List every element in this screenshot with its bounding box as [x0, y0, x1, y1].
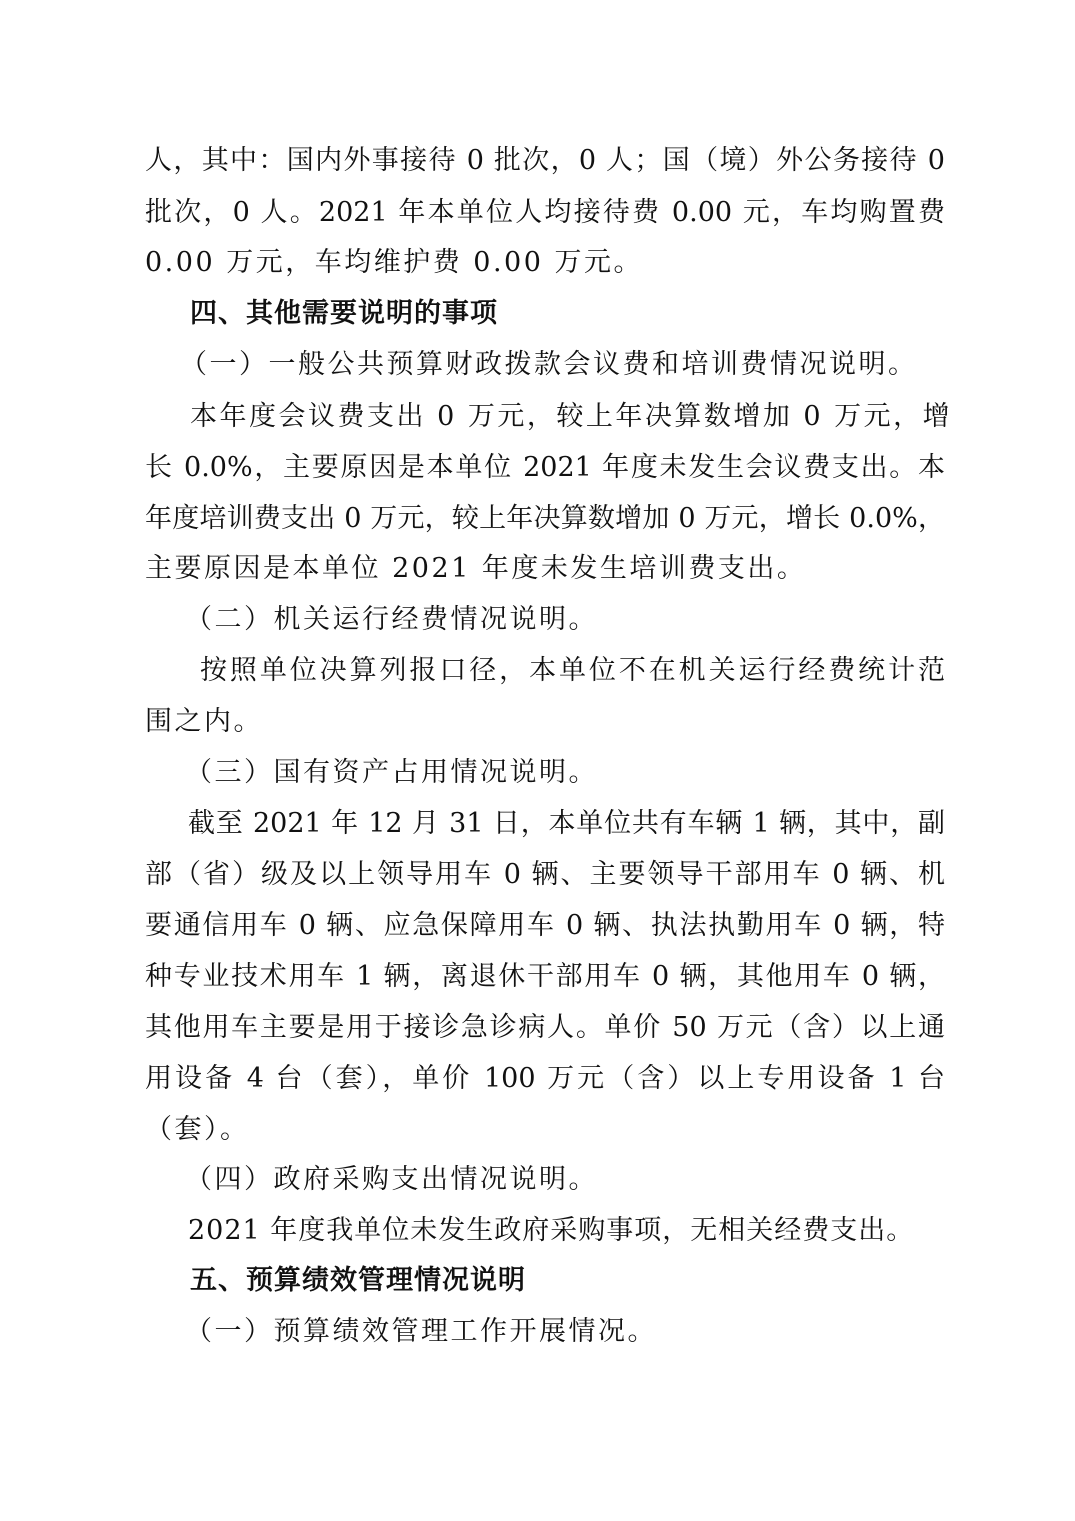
paragraph-line: 用设备 4 台（套），单价 100 万元（含）以上专用设备 1 台: [145, 1063, 945, 1094]
section-heading-5: 五、预算绩效管理情况说明: [190, 1265, 526, 1296]
paragraph-line: 种专业技术用车 1 辆，离退休干部用车 0 辆，其他用车 0 辆，: [145, 961, 945, 992]
paragraph-line: 2021 年度我单位未发生政府采购事项，无相关经费支出。: [188, 1215, 915, 1246]
paragraph-line: 本年度会议费支出 0 万元，较上年决算数增加 0 万元，增: [190, 401, 953, 432]
subsection-heading: （一）预算绩效管理工作开展情况。: [185, 1316, 657, 1347]
subsection-heading: （二）机关运行经费情况说明。: [185, 604, 598, 635]
paragraph-line: 0.00 万元，车均维护费 0.00 万元。: [145, 247, 643, 278]
paragraph-line: 要通信用车 0 辆、应急保障用车 0 辆、执法执勤用车 0 辆，特: [145, 910, 945, 941]
paragraph-line: 其他用车主要是用于接诊急诊病人。单价 50 万元（含）以上通: [145, 1012, 945, 1043]
paragraph-line: 长 0.0%，主要原因是本单位 2021 年度未发生会议费支出。本: [145, 452, 945, 483]
paragraph-line: 部（省）级及以上领导用车 0 辆、主要领导干部用车 0 辆、机: [145, 859, 945, 890]
paragraph-line: 围之内。: [145, 706, 263, 737]
paragraph-line: 人，其中：国内外事接待 0 批次，0 人；国（境）外公务接待 0: [145, 145, 945, 176]
paragraph-line: （套）。: [145, 1114, 250, 1145]
section-heading-4: 四、其他需要说明的事项: [190, 298, 498, 329]
subsection-heading: （三）国有资产占用情况说明。: [185, 757, 598, 788]
paragraph-line: 主要原因是本单位 2021 年度未发生培训费支出。: [145, 553, 807, 584]
paragraph-line: 批次，0 人。2021 年本单位人均接待费 0.00 元，车均购置费: [145, 197, 945, 228]
subsection-heading: （一）一般公共预算财政拨款会议费和培训费情况说明。: [180, 349, 918, 380]
paragraph-line: 截至 2021 年 12 月 31 日，本单位共有车辆 1 辆，其中，副: [188, 808, 945, 839]
subsection-heading: （四）政府采购支出情况说明。: [185, 1164, 598, 1195]
paragraph-line: 年度培训费支出 0 万元，较上年决算数增加 0 万元，增长 0.0%，: [145, 503, 945, 534]
paragraph-line: 按照单位决算列报口径，本单位不在机关运行经费统计范: [200, 655, 945, 686]
